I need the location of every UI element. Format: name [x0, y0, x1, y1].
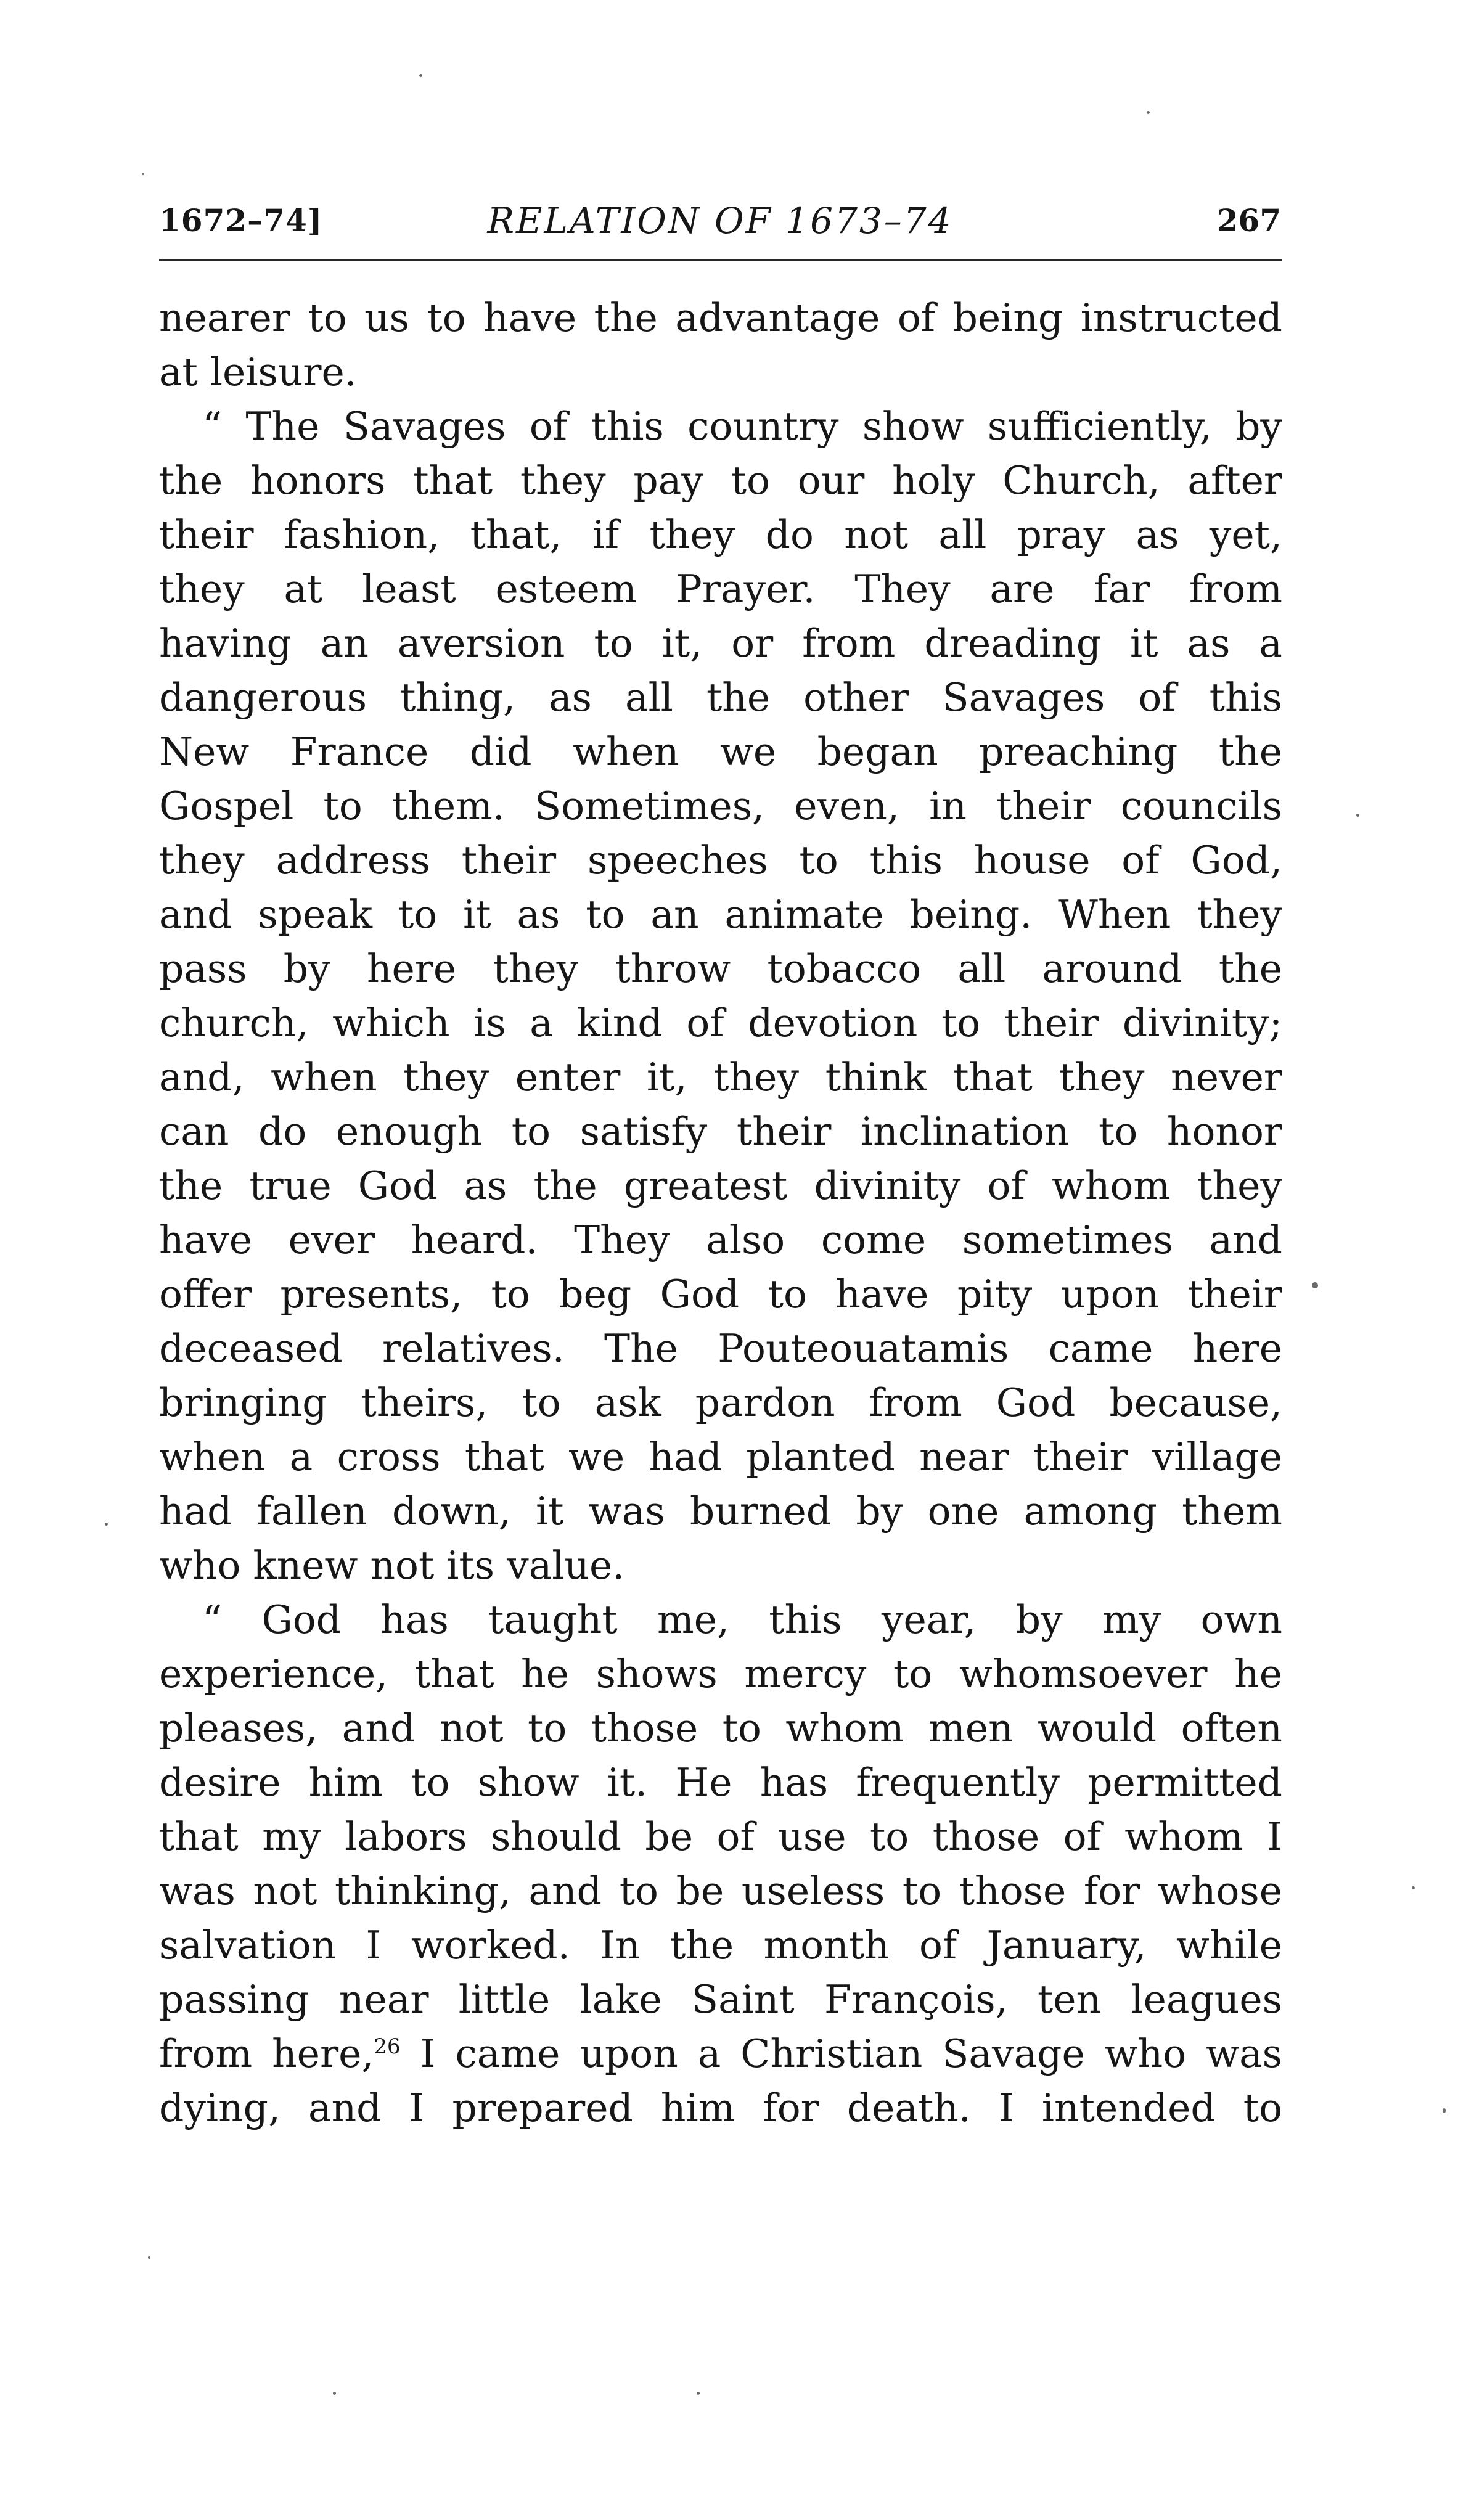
line-text: had fallen down, it was burned by one among them [159, 1489, 1282, 1534]
line-text: can do enough to satisfy their inclination to honor [159, 1109, 1282, 1154]
line-text: bringing theirs, to ask pardon from God because, [159, 1380, 1282, 1425]
line-text: dangerous thing, as all the other Savages of this [159, 675, 1282, 720]
line-text: offer presents, to beg God to have pity upon their [159, 1272, 1282, 1317]
text-line [159, 725, 1282, 779]
scan-speck [1412, 1886, 1415, 1889]
text-line [159, 1213, 1282, 1267]
line-text: their fashion, that, if they do not all pray as yet, [159, 512, 1282, 557]
line-text: church, which is a kind of devotion to their divinity; [159, 1000, 1282, 1045]
text-line [159, 833, 1282, 888]
page-number: 267 [1216, 202, 1281, 239]
line-text: and speak to it as to an animate being. When they [159, 892, 1282, 937]
line-text: New France did when we began preaching the [159, 729, 1282, 774]
text-line [159, 1810, 1282, 1864]
text-line [159, 454, 1282, 508]
line-text-continued: I came upon a Christian Savage who was [400, 2031, 1282, 2076]
header-rule [159, 259, 1282, 261]
text-line [159, 2027, 1282, 2081]
scan-speck [419, 74, 422, 77]
text-line [159, 1593, 1282, 1647]
line-text: “ God has taught me, this year, by my own [202, 1597, 1282, 1642]
text-line [159, 562, 1282, 616]
scan-speck [148, 2256, 150, 2259]
text-line [159, 2081, 1282, 2135]
text-line [159, 1430, 1282, 1484]
footnote-marker: 26 [374, 2034, 401, 2059]
scan-speck [105, 1523, 108, 1526]
text-line [159, 779, 1282, 833]
line-text: from here, [159, 2031, 374, 2076]
scan-speck [1443, 2108, 1446, 2113]
line-text: have ever heard. They also come sometimes and [159, 1217, 1282, 1262]
line-text: dying, and I prepared him for death. I intended to [159, 2085, 1282, 2130]
text-line [159, 1050, 1282, 1105]
text-line [159, 616, 1282, 671]
scan-speck [1356, 814, 1359, 817]
text-line [159, 1918, 1282, 1973]
line-text: Gospel to them. Sometimes, even, in their councils [159, 783, 1282, 828]
line-text: they address their speeches to this house of God, [159, 838, 1282, 883]
text-line [159, 1376, 1282, 1430]
line-text: and, when they enter it, they think that they never [159, 1055, 1282, 1100]
text-line [159, 291, 1282, 345]
text-line [159, 996, 1282, 1050]
text-line [159, 1864, 1282, 1918]
text-line [159, 1105, 1282, 1159]
text-line [159, 1322, 1282, 1376]
line-text: having an aversion to it, or from dreading it as a [159, 621, 1282, 666]
line-text: salvation I worked. In the month of January, while [159, 1923, 1282, 1968]
scan-speck [1147, 111, 1150, 114]
scan-speck [333, 2392, 336, 2395]
text-line [159, 1701, 1282, 1756]
text-line [159, 1756, 1282, 1810]
header-year-range: 1672–74] [159, 202, 323, 239]
line-text: nearer to us to have the advantage of being instructed [159, 295, 1282, 340]
text-line [159, 942, 1282, 996]
line-text: the honors that they pay to our holy Church, after [159, 458, 1282, 503]
line-text: pass by here they throw tobacco all around the [159, 946, 1282, 991]
line-text: when a cross that we had planted near their village [159, 1434, 1282, 1479]
line-text: at leisure. [159, 350, 357, 395]
line-text: they at least esteem Prayer. They are far from [159, 567, 1282, 612]
line-text: the true God as the greatest divinity of whom they [159, 1163, 1282, 1208]
running-header [159, 196, 1281, 252]
text-line [159, 1159, 1282, 1213]
text-line [159, 1973, 1282, 2027]
line-text: that my labors should be of use to those of whom I [159, 1814, 1282, 1859]
text-line [159, 1484, 1282, 1539]
line-text: pleases, and not to those to whom men would often [159, 1706, 1282, 1751]
scan-speck [697, 2392, 700, 2395]
text-line [159, 1267, 1282, 1322]
text-line [159, 888, 1282, 942]
text-line [159, 345, 1282, 399]
text-line [159, 671, 1282, 725]
header-title: RELATION OF 1673–74 [487, 200, 953, 242]
line-text: “ The Savages of this country show sufficiently, by [202, 404, 1282, 449]
line-text: who knew not its value. [159, 1543, 625, 1588]
text-line [159, 1647, 1282, 1701]
text-line [159, 399, 1282, 454]
line-text: desire him to show it. He has frequently permitted [159, 1760, 1282, 1805]
body-text [159, 291, 1282, 2135]
line-text: passing near little lake Saint François, ten leagues [159, 1977, 1282, 2022]
line-text: experience, that he shows mercy to whomsoever he [159, 1651, 1282, 1696]
text-line [159, 1539, 1282, 1593]
scan-speck [1312, 1282, 1318, 1288]
line-text: was not thinking, and to be useless to those for whose [159, 1868, 1282, 1913]
text-line [159, 508, 1282, 562]
line-text: deceased relatives. The Pouteouatamis came here [159, 1326, 1282, 1371]
scan-speck [142, 173, 144, 175]
